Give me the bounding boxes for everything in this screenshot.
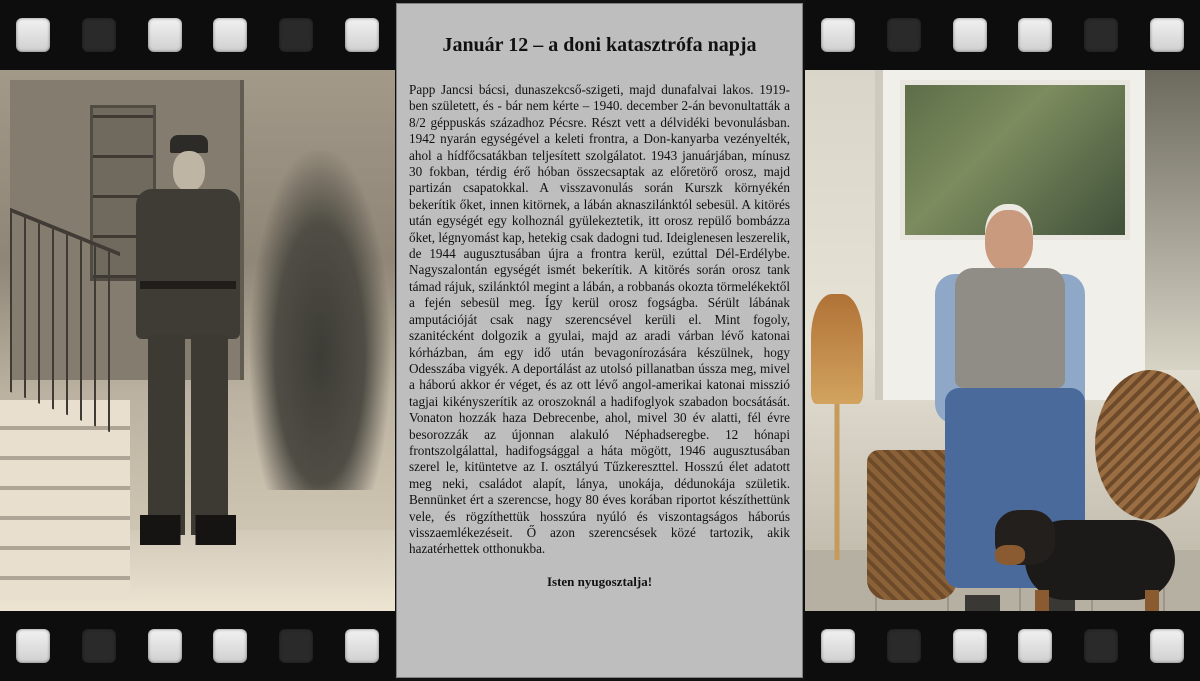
elderly-man-with-dog-photo — [805, 70, 1200, 611]
article-closing: Isten nyugosztalja! — [546, 573, 653, 589]
right-film-strip — [805, 0, 1200, 681]
dog-figure — [995, 490, 1195, 611]
film-sprocket-holes-top — [0, 12, 395, 58]
film-sprocket-holes-bottom — [0, 623, 395, 669]
article-title: Január 12 – a doni katasztrófa napja — [442, 34, 757, 56]
broom-object — [817, 300, 857, 560]
film-sprocket-holes-bottom — [805, 623, 1200, 669]
left-film-strip — [0, 0, 395, 681]
article-body: Papp Jancsi bácsi, dunaszekcső-szigeti, majd dunafalvai lakos. 1919-ben született, és - bár nem kérte – 1940. december 2-án bevonultatták a 8/2 géppuskás századhoz Pécsre. Részt vett a délvidéki bevonulásban. 1942 nyarán egységével a keleti frontra, a Don-kanyarba vezényelték, ahol a hídfőcsatákban teljesített szolgálatot. 1943 januárjában, mínusz 30 fokban, térdig érő hóban összecsaptak az előretörő orosz, majd partizán csapatokkal. A visszavonulás során Kurszk környékén bekerítik őket, innen kitörnek, a lábán aknaszilánktól sebesül. A kitörés után egységét egy kolhoznál gyülekeztetik, itt orosz repülő bombázza őket, légnyomást kap, hetekig csak dadogni tud. Ideiglenesen leszerelik, de 1944 augusztusában újra a frontra kerül, ezúttal Dél-Erdélybe. Nagyszalontán egységét ismét bekerítik. A kitörés során orosz tank támad rájuk, szilánktól megint a lábán, a robbanás okozta törmelékektől a fején sebesül meg. Így kerül orosz fogságba. Sérült lábának amputációját csak nagy szerencsével kerüli el. Mint fogoly, szanitécként dolgozik a gyulai, majd az aradi várban lévő katonai kórházban, ám egy idő után bevagonírozására készülnek, hogy Odesszába vigyék. A deportálást az utolsó pillanatban ússza meg, mivel a háború akkor ér véget, és az ott lévő angol-amerikai katonai misszió tagjai kikényszerítik az oroszoknál a hadifoglyok szabadon bocsátását. Vonaton hozzák haza Debrecenbe, ahol, mivel 30 év alatti, fél évre besorozzák az újonnan alakuló Néphadseregbe. 12 hónapi frontszolgálattal, hadifogsággal a háta mögött, 1946 augusztusában szerel le, kitüntetve az I. osztályú Tűzkereszttel. Hosszú élet adatott meg neki, családot alapít, lánya, unokája, dédunokája születik. Bennünket ért a szerencse, hogy 80 éves korában riportot készíthettünk vele, és rögzíthettük hosszúra nyúló és viszontagságos háborús visszaemlékezéseit. Ő azon szerencsések közé tartozik, akik hazatérhettek otthonukba. — [409, 82, 790, 557]
film-sprocket-holes-top — [805, 12, 1200, 58]
article-panel — [396, 3, 803, 678]
young-soldier-photo — [0, 70, 395, 611]
soldier-figure — [118, 135, 258, 565]
